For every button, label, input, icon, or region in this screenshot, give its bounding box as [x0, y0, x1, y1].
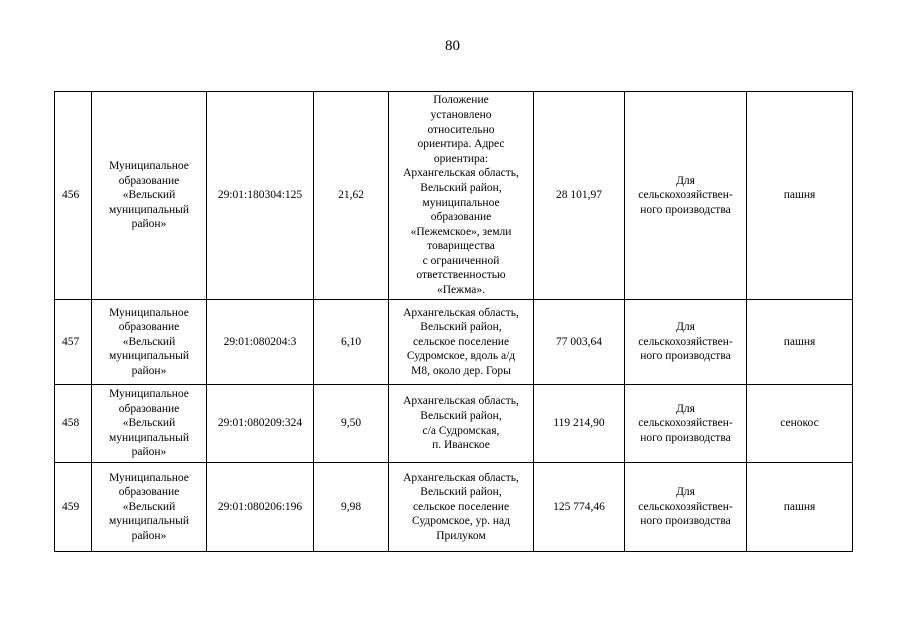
- cadastral-value: 28 101,97: [556, 189, 602, 202]
- owner-text: Муниципальное образование «Вельский муниципальный район»: [108, 388, 190, 459]
- location-cell: [389, 463, 534, 552]
- purpose-text: Для сельскохозяйствен- ного производства: [638, 321, 733, 363]
- cadastral-value-cell: [534, 463, 625, 552]
- location-cell: [389, 385, 534, 463]
- row-number-cell: [55, 300, 92, 385]
- cadastral-value: 125 774,46: [553, 500, 605, 513]
- location-text: Архангельская область, Вельский район, сельское поселение Судромское, ур. над Прилуком: [403, 471, 519, 542]
- cadastral-number: 29:01:180304:125: [217, 189, 303, 202]
- land-type: пашня: [783, 189, 816, 202]
- location-cell: [389, 92, 534, 300]
- page-number: 80: [445, 38, 460, 54]
- cadastral-value: 119 214,90: [553, 417, 605, 430]
- cadastral-value-cell: [534, 385, 625, 463]
- row-number-cell: [55, 385, 92, 463]
- table-row: [55, 92, 853, 300]
- location-text: Архангельская область, Вельский район, с/а Судромская, п. Иванское: [403, 395, 519, 452]
- purpose-cell: [625, 463, 747, 552]
- cadastral-number-cell: [207, 463, 314, 552]
- land-type-cell: [747, 300, 853, 385]
- row-number-cell: [55, 463, 92, 552]
- owner-cell: [92, 300, 207, 385]
- area-cell: [314, 463, 389, 552]
- land-type: пашня: [783, 335, 816, 348]
- purpose-cell: [625, 300, 747, 385]
- land-type: пашня: [783, 500, 816, 513]
- land-type-cell: [747, 463, 853, 552]
- location-cell: [389, 300, 534, 385]
- purpose-cell: [625, 92, 747, 300]
- location-text: Архангельская область, Вельский район, сельское поселение Судромское, вдоль а/д М8, около дер. Горы: [403, 306, 519, 377]
- table-row: [55, 300, 853, 385]
- area-cell: [314, 92, 389, 300]
- purpose-text: Для сельскохозяйствен- ного производства: [638, 486, 733, 528]
- cadastral-number-cell: [207, 300, 314, 385]
- land-type-cell: [747, 385, 853, 463]
- owner-cell: [92, 463, 207, 552]
- owner-text: Муниципальное образование «Вельский муниципальный район»: [108, 160, 190, 231]
- area-cell: [314, 385, 389, 463]
- area-value: 21,62: [338, 189, 364, 202]
- area-value: 6,10: [340, 335, 362, 348]
- row-number: 458: [62, 417, 80, 430]
- cadastral-number-cell: [207, 92, 314, 300]
- cadastral-number: 29:01:080204:3: [223, 335, 297, 348]
- cadastral-number: 29:01:080209:324: [217, 417, 303, 430]
- land-plots-table: [54, 91, 853, 552]
- cadastral-value-cell: [534, 300, 625, 385]
- table-row: [55, 463, 853, 552]
- row-number: 457: [62, 335, 80, 348]
- cadastral-value-cell: [534, 92, 625, 300]
- owner-text: Муниципальное образование «Вельский муниципальный район»: [108, 306, 190, 377]
- row-number-cell: [55, 92, 92, 300]
- cadastral-number-cell: [207, 385, 314, 463]
- purpose-text: Для сельскохозяйствен- ного производства: [638, 402, 733, 444]
- owner-text: Муниципальное образование «Вельский муниципальный район»: [108, 471, 190, 542]
- area-value: 9,50: [340, 417, 362, 430]
- owner-cell: [92, 92, 207, 300]
- table-row: [55, 385, 853, 463]
- area-value: 9,98: [340, 500, 362, 513]
- location-text: Положение установлено относительно ориентира. Адрес ориентира: Архангельская область, Вельский район, муниципальное образование «Пежемское», земли товарищества с ограниченной ответственностью «Пежма».: [403, 94, 519, 297]
- row-number: 456: [62, 189, 80, 202]
- area-cell: [314, 300, 389, 385]
- land-type-cell: [747, 92, 853, 300]
- row-number: 459: [62, 500, 80, 513]
- purpose-cell: [625, 385, 747, 463]
- cadastral-number: 29:01:080206:196: [217, 500, 303, 513]
- owner-cell: [92, 385, 207, 463]
- purpose-text: Для сельскохозяйствен- ного производства: [638, 174, 733, 216]
- cadastral-value: 77 003,64: [556, 335, 602, 348]
- land-type: сенокос: [780, 417, 819, 430]
